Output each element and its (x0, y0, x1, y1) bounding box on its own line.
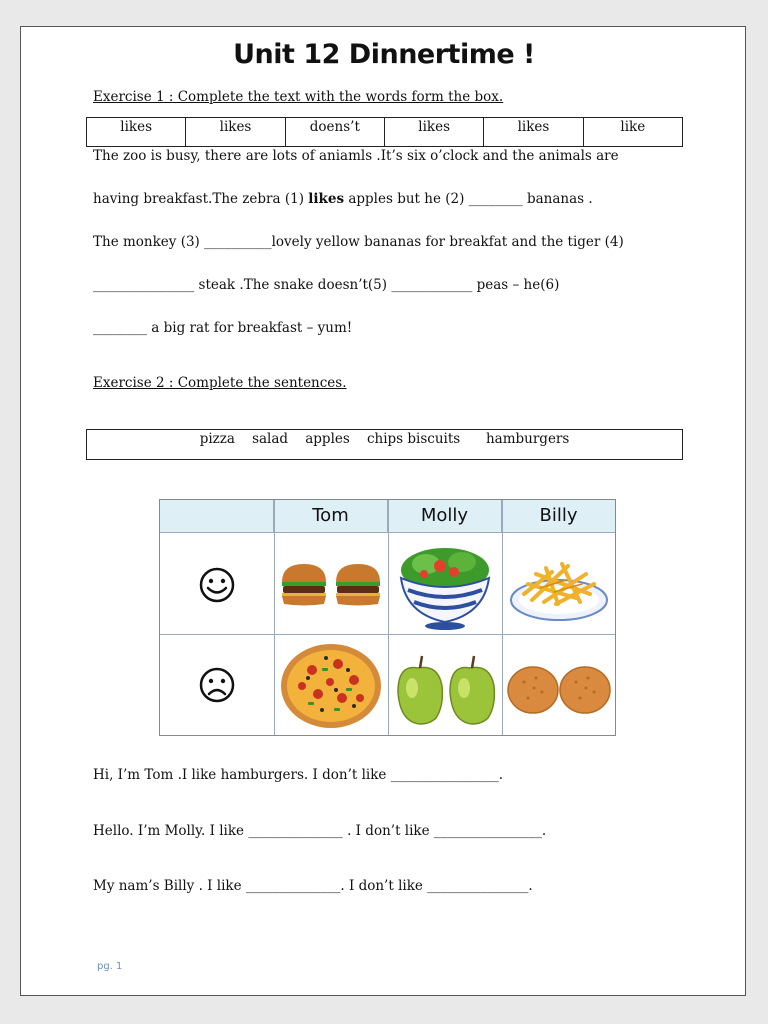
table-header-molly: Molly (388, 500, 502, 532)
pizza-icon (278, 640, 384, 732)
word-box (86, 117, 683, 147)
word-box-cell: doens’t (286, 118, 385, 146)
table-rule (502, 500, 503, 735)
word-box-cell: like (620, 119, 646, 135)
sentence-billy: My nam’s Billy . I like ______________. I don’t like _______________. (93, 878, 533, 894)
text-line (93, 320, 352, 336)
word-box-cell: likes (385, 118, 484, 146)
word-box-cell: likes (484, 118, 583, 146)
word-box-cell: likes (186, 118, 285, 146)
table-header-tom: Tom (274, 500, 388, 532)
text-line-part: apples but he (2) ________ bananas . (344, 191, 593, 207)
text-line (93, 191, 593, 207)
text-line (93, 234, 624, 250)
answer-example: likes (308, 191, 345, 207)
worksheet-page (20, 26, 746, 996)
chips-icon (506, 544, 612, 630)
text-line-part: The monkey (3) __________lovely yellow bananas for breakfat and the tiger (4) (93, 234, 624, 250)
text-line (93, 277, 559, 293)
text-line (93, 148, 619, 164)
word-box-cell: likes (87, 118, 186, 146)
exercise2-heading: Exercise 2 : Complete the sentences. (93, 375, 347, 391)
smiley-face-icon (198, 566, 236, 604)
page-number: pg. 1 (97, 961, 123, 972)
apples-icon (392, 650, 498, 730)
sad-face-icon (198, 666, 236, 704)
table-rule (274, 500, 275, 735)
sentence-tom: Hi, I’m Tom .I like hamburgers. I don’t like ________________. (93, 767, 503, 783)
table-header-blank (160, 500, 274, 532)
salad-bowl-icon (396, 540, 494, 632)
food-word-box: pizza salad apples chips biscuits hamburgers (86, 429, 683, 460)
text-line-part: _______________ steak .The snake doesn’t(5) ____________ peas – he(6) (93, 277, 560, 293)
exercise1-heading: Exercise 1 : Complete the text with the words form the box. (93, 89, 504, 105)
food-preference-table (159, 499, 616, 736)
table-header-billy: Billy (502, 500, 615, 532)
sentence-molly: Hello. I’m Molly. I like ______________ . I don’t like ________________. (93, 823, 547, 839)
hamburger-icon (278, 560, 384, 610)
page-title: Unit 12 Dinnertime ! (233, 39, 535, 70)
text-line-part: The zoo is busy, there are lots of aniamls .It’s six o’clock and the animals are (93, 148, 619, 164)
text-line-part: having breakfast.The zebra (1) (93, 191, 309, 207)
text-line-part: ________ a big rat for breakfast – yum! (93, 320, 353, 336)
biscuits-icon (506, 660, 612, 720)
table-rule (388, 500, 389, 735)
